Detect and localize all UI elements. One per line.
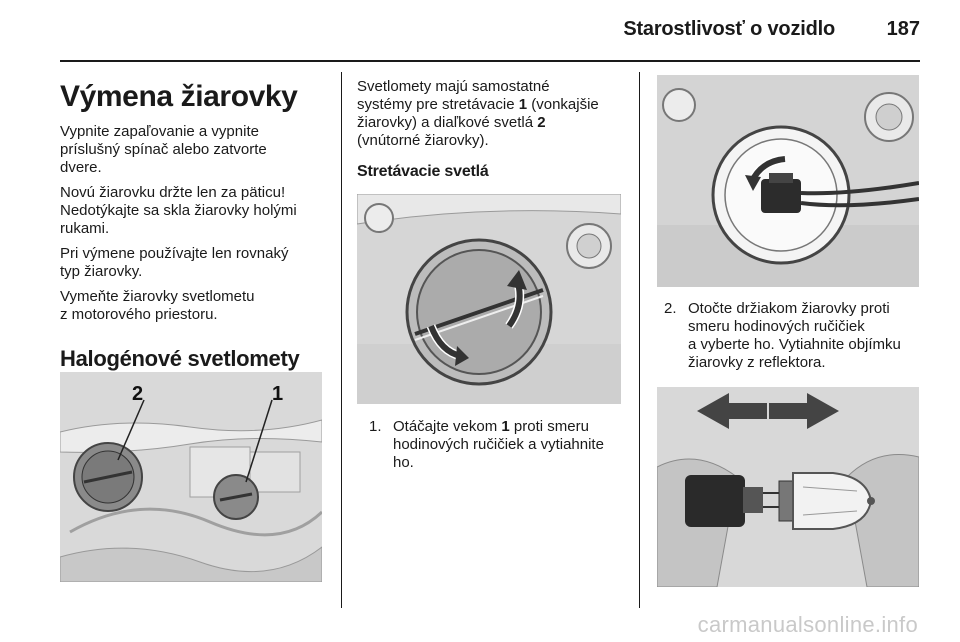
step-line (393, 418, 629, 436)
step-line: žiarovky z reflektora. (688, 354, 826, 371)
intro-line-4: (vnútorné žiarovky). (357, 132, 489, 149)
intro-text: systémy pre stretávacie (357, 96, 519, 113)
paragraph-hold-bulb (60, 184, 332, 238)
watermark: carmanualsonline.info (697, 612, 918, 637)
text-line: Pri výmene používajte len rovnaký (60, 245, 289, 262)
intro-line-1: Svetlomety majú samostatné (357, 78, 550, 95)
text-line: z motorového priestoru. (60, 306, 218, 323)
step-line: hodinových ručičiek a vytiahnite (393, 436, 604, 453)
header-divider (60, 60, 920, 62)
text-line: dvere. (60, 159, 102, 176)
figure-bulb-extraction (657, 387, 919, 587)
figure-label-2: 2 (132, 383, 144, 405)
step-text-part: Otáčajte vekom (393, 418, 502, 435)
text-line: Vypnite zapaľovanie a vypnite (60, 123, 259, 140)
page-number: 187 (886, 18, 920, 40)
intro-line-2 (357, 96, 627, 114)
paragraph-same-type (60, 245, 332, 281)
text-line: typ žiarovky. (60, 263, 143, 280)
figure-label-1: 1 (272, 383, 284, 405)
figure-cap-rotation (357, 194, 621, 404)
intro-ref-1: 1 (518, 96, 528, 113)
intro-text: (vonkajšie (527, 96, 599, 113)
figure-headlight-overview (60, 372, 322, 582)
figure-bulb-holder (657, 75, 919, 287)
step-1 (369, 418, 629, 478)
subheading-halogen: Halogénové svetlomety (60, 346, 300, 371)
step-ref-1: 1 (501, 418, 510, 435)
text-line: Vymeňte žiarovky svetlometu (60, 288, 255, 305)
step-text-part: proti smeru (509, 418, 589, 435)
step-text (688, 300, 924, 372)
text-line: príslušný spínač alebo zatvorte (60, 141, 267, 158)
step-number: 2. (664, 300, 677, 317)
text-line: Novú žiarovku držte len za päticu! (60, 184, 286, 201)
paragraph-ignition (60, 123, 332, 177)
middle-column (357, 78, 627, 181)
paragraph-engine-bay (60, 288, 332, 324)
text-line: rukami. (60, 220, 110, 237)
left-column (60, 80, 332, 372)
step-line: ho. (393, 454, 414, 471)
page-header (0, 0, 960, 62)
section-title: Starostlivosť o vozidlo (623, 18, 835, 40)
step-number: 1. (369, 418, 382, 435)
step-line: Otočte držiakom žiarovky proti (688, 300, 890, 317)
intro-line-3 (357, 114, 627, 132)
step-text (393, 418, 629, 472)
column-divider-1 (341, 72, 342, 608)
intro-text: žiarovky) a diaľkové svetlá (357, 114, 538, 131)
intro-ref-2: 2 (537, 114, 546, 131)
main-heading: Výmena žiarovky (60, 80, 298, 113)
step-line: smeru hodinových ručičiek (688, 318, 865, 335)
text-line: Nedotýkajte sa skla žiarovky holými (60, 202, 297, 219)
column-divider-2 (639, 72, 640, 608)
step-line: a vyberte ho. Vytiahnite objímku (688, 336, 901, 353)
subheading-low-beam: Stretávacie svetlá (357, 163, 489, 180)
step-2 (664, 300, 924, 376)
